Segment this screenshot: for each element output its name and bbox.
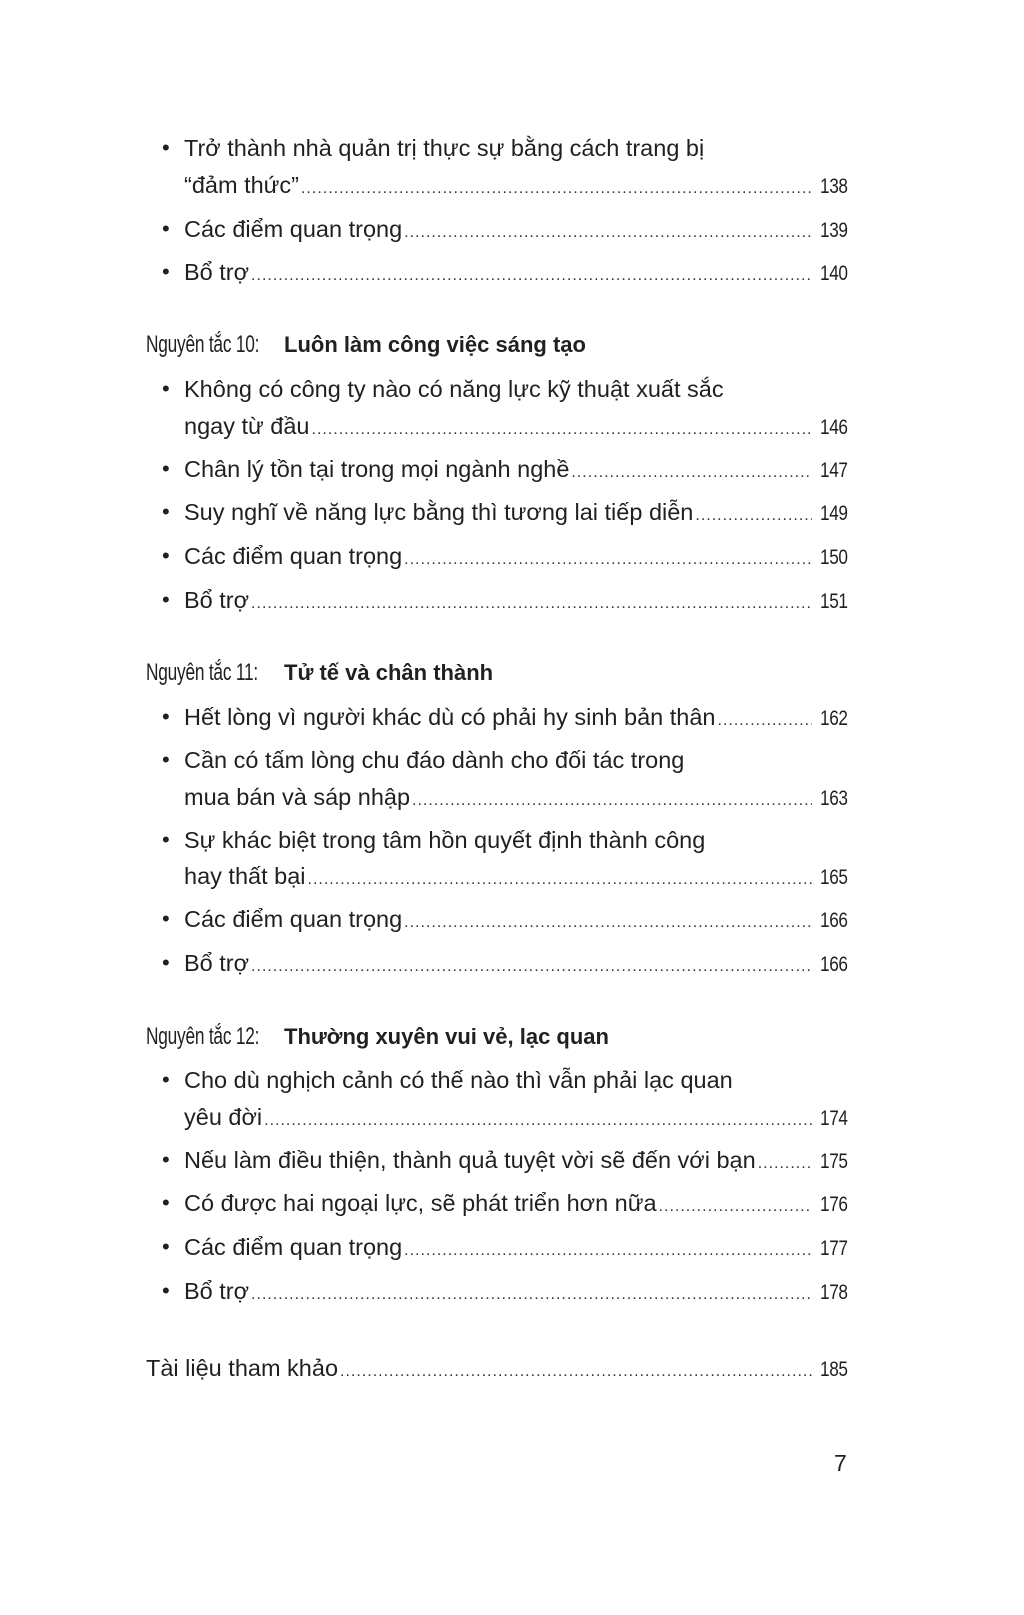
toc-entry-line (184, 861, 848, 891)
toc-entry-line (184, 1232, 848, 1262)
entry-title: Bổ trợ (184, 950, 250, 976)
bullet-icon: • (162, 499, 170, 524)
entry-page: 149 (820, 502, 848, 525)
entry-title: ngay từ đầu (184, 413, 310, 439)
section-heading (146, 1022, 609, 1052)
toc-entry-references (146, 1353, 848, 1383)
section-heading (146, 658, 493, 688)
toc-entry-line (184, 374, 848, 404)
entry-title: Sự khác biệt trong tâm hồn quyết định thành công (184, 827, 706, 853)
entry-title: Hết lòng vì người khác dù có phải hy sinh bản thân (184, 704, 716, 730)
dot-leader (695, 501, 812, 531)
bullet-icon: • (162, 827, 170, 852)
bullet-icon: • (162, 1147, 170, 1172)
dot-leader (404, 908, 812, 938)
entry-title: Cần có tấm lòng chu đáo dành cho đối tác trong (184, 747, 685, 773)
toc-entry-line (184, 1276, 848, 1306)
dot-leader (718, 706, 813, 736)
toc-entry-line (184, 497, 848, 527)
entry-title: Trở thành nhà quản trị thực sự bằng cách trang bị (184, 135, 705, 161)
entry-page: 146 (820, 416, 848, 439)
toc-entry-line (184, 782, 848, 812)
entry-page: 147 (820, 459, 848, 482)
dot-leader (404, 545, 812, 575)
section-title: Luôn làm công việc sáng tạo (284, 332, 586, 357)
dot-leader (308, 865, 813, 895)
toc-entry-line (184, 411, 848, 441)
entry-title: mua bán và sáp nhập (184, 784, 411, 810)
entry-title: Bổ trợ (184, 587, 250, 613)
section-title: Thường xuyên vui vẻ, lạc quan (284, 1024, 609, 1049)
bullet-icon: • (162, 376, 170, 401)
entry-page: 165 (820, 866, 848, 889)
section-title: Tử tế và chân thành (284, 660, 494, 685)
entry-title: Chân lý tồn tại trong mọi ngành nghề (184, 456, 570, 482)
bullet-icon: • (162, 1190, 170, 1215)
entry-title: yêu đời (184, 1104, 263, 1130)
entry-page: 166 (820, 953, 848, 976)
bullet-icon: • (162, 135, 170, 160)
dot-leader (251, 589, 812, 619)
entry-page: 174 (820, 1107, 848, 1130)
entry-page: 140 (820, 262, 848, 285)
toc-entry-line (184, 585, 848, 615)
dot-leader (251, 952, 812, 982)
dot-leader (659, 1192, 813, 1222)
page-number: 7 (834, 1450, 847, 1476)
dot-leader (312, 415, 813, 445)
toc-entry-line (184, 745, 848, 775)
toc-entry-line (184, 214, 848, 244)
entry-title: Bổ trợ (184, 259, 250, 285)
toc-entry-line (184, 1102, 848, 1132)
entry-page: 177 (820, 1237, 848, 1260)
toc-entry-line (184, 1065, 848, 1095)
bullet-icon: • (162, 906, 170, 931)
dot-leader (251, 261, 812, 291)
entry-page: 138 (820, 175, 848, 198)
entry-page: 176 (820, 1193, 848, 1216)
entry-page: 150 (820, 546, 848, 569)
entry-page: 162 (820, 707, 848, 730)
entry-page: 175 (820, 1150, 848, 1173)
toc-entry-line (184, 948, 848, 978)
section-label: Nguyên tắc 10: (146, 331, 260, 358)
dot-leader (758, 1149, 813, 1179)
dot-leader (571, 458, 812, 488)
bullet-icon: • (162, 216, 170, 241)
toc-entry-line (184, 133, 848, 163)
bullet-icon: • (162, 747, 170, 772)
entry-title: Các điểm quan trọng (184, 906, 403, 932)
bullet-icon: • (162, 950, 170, 975)
entry-title: “đảm thức” (184, 172, 299, 198)
entry-title: Các điểm quan trọng (184, 1234, 403, 1260)
bullet-icon: • (162, 1067, 170, 1092)
entry-title: hay thất bại (184, 863, 306, 889)
dot-leader (301, 174, 812, 204)
bullet-icon: • (162, 704, 170, 729)
entry-page: 178 (820, 1281, 848, 1304)
bullet-icon: • (162, 587, 170, 612)
dot-leader (251, 1280, 812, 1310)
toc-entry-line (184, 454, 848, 484)
entry-title: Có được hai ngoại lực, sẽ phát triển hơn nữa (184, 1190, 657, 1216)
entry-page: 139 (820, 219, 848, 242)
entry-title: Nếu làm điều thiện, thành quả tuyệt vời sẽ đến với bạn (184, 1147, 756, 1173)
toc-entry-line (184, 1145, 848, 1175)
entry-title: Các điểm quan trọng (184, 216, 403, 242)
dot-leader (264, 1106, 812, 1136)
bullet-icon: • (162, 1278, 170, 1303)
bullet-icon: • (162, 259, 170, 284)
toc-entry-line (184, 541, 848, 571)
dot-leader (404, 218, 812, 248)
bullet-icon: • (162, 456, 170, 481)
dot-leader (404, 1236, 812, 1266)
entry-title: Tài liệu tham khảo (146, 1355, 339, 1381)
section-label: Nguyên tắc 11: (146, 659, 258, 686)
bullet-icon: • (162, 543, 170, 568)
bullet-icon: • (162, 1234, 170, 1259)
section-label: Nguyên tắc 12: (146, 1023, 260, 1050)
toc-entry-line (184, 1188, 848, 1218)
entry-title: Bổ trợ (184, 1278, 250, 1304)
entry-page: 151 (820, 590, 848, 613)
entry-title: Không có công ty nào có năng lực kỹ thuật xuất sắc (184, 376, 724, 402)
entry-page: 166 (820, 909, 848, 932)
entry-title: Các điểm quan trọng (184, 543, 403, 569)
dot-leader (412, 786, 812, 816)
entry-page: 163 (820, 787, 848, 810)
toc-entry-line (184, 904, 848, 934)
entry-title: Cho dù nghịch cảnh có thế nào thì vẫn phải lạc quan (184, 1067, 733, 1093)
toc-entry-line (184, 170, 848, 200)
toc-entry-line (184, 257, 848, 287)
toc-entry-line (184, 825, 848, 855)
dot-leader (340, 1357, 812, 1387)
toc-entry-line (184, 702, 848, 732)
section-heading (146, 330, 586, 360)
entry-page: 185 (820, 1358, 848, 1381)
entry-title: Suy nghĩ về năng lực bằng thì tương lai tiếp diễn (184, 499, 694, 525)
